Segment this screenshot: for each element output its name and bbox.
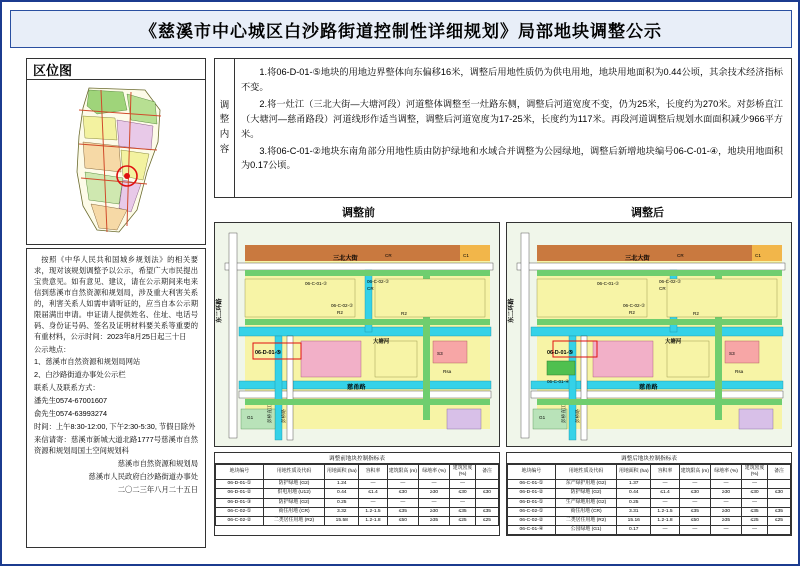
map-pair bbox=[214, 222, 792, 447]
th-0: 地块编号 bbox=[216, 465, 264, 480]
cell: ≤35 bbox=[742, 507, 768, 516]
cell: 商住用地 (CR) bbox=[263, 507, 325, 516]
label-road-vert2-a: 彭桥直江 bbox=[561, 404, 566, 423]
after-table bbox=[506, 452, 792, 536]
label-road-vert2: 彭桥直江 bbox=[267, 404, 272, 423]
cell: ≤1.4 bbox=[651, 489, 679, 498]
before-table-grid bbox=[215, 464, 499, 526]
cell: ≥30 bbox=[710, 489, 741, 498]
th-3: 容积率 bbox=[359, 465, 387, 480]
before-table bbox=[214, 452, 500, 536]
tag-r2-a: R2 bbox=[629, 310, 635, 315]
location-map-label: 区位图 bbox=[33, 62, 73, 78]
cell: ≤35 bbox=[767, 507, 790, 516]
cell: 06-C-01-④ bbox=[508, 525, 556, 534]
cell: — bbox=[651, 480, 679, 489]
cell: ≤30 bbox=[679, 489, 710, 498]
tag-s3-a: S3 bbox=[729, 351, 735, 356]
content-item-1: 1.将06-D-01-⑤地块的用地边界整体向东偏移16米，调整后用地性质仍为供电用地，地块用地面积为0.44公顷，其余技术经济指标不变。 bbox=[241, 67, 783, 92]
th-6: 建筑密度 (%) bbox=[742, 465, 768, 480]
block-label-5-a: 06-C-01-④ bbox=[547, 379, 570, 384]
table-row bbox=[216, 480, 499, 489]
cell: — bbox=[387, 498, 418, 507]
cell: 1.2-1.8 bbox=[359, 516, 387, 525]
tag-r2-b: R2 bbox=[401, 311, 407, 316]
cell: ≤30 bbox=[742, 489, 768, 498]
label-road-vert: 彭桥路 bbox=[281, 409, 286, 423]
label-road-bottom-a: 慈甬路 bbox=[639, 384, 658, 391]
tag-c1-a: C1 bbox=[755, 253, 761, 258]
label-road-mid: 大塘河 bbox=[373, 339, 390, 345]
cell: — bbox=[679, 498, 710, 507]
label-char-4: 容 bbox=[219, 143, 230, 155]
cell: — bbox=[710, 525, 741, 534]
cell: 1.2-1.5 bbox=[359, 507, 387, 516]
th-7: 备注 bbox=[475, 465, 498, 480]
cell: 06-C-02-① bbox=[508, 507, 556, 516]
block-label-1-a: 06-C-01-② bbox=[597, 281, 620, 286]
before-map-svg bbox=[215, 223, 499, 446]
cell: — bbox=[651, 498, 679, 507]
adjustment-content-block bbox=[214, 58, 792, 198]
cell: 15.58 bbox=[325, 516, 359, 525]
cell: 1.2-1.5 bbox=[651, 507, 679, 516]
cell: 供电用地 (U12) bbox=[263, 489, 325, 498]
th-5: 绿地率 (%) bbox=[418, 465, 449, 480]
cell: 二类居住用地 (R2) bbox=[263, 516, 325, 525]
after-table-grid bbox=[507, 464, 791, 535]
tag-cr-2-a: CR bbox=[659, 286, 666, 291]
th-3: 容积率 bbox=[651, 465, 679, 480]
location-map-header bbox=[26, 58, 206, 80]
block-label-3: 06-C-02-② bbox=[331, 303, 354, 308]
cell: 06-D-01-② bbox=[216, 489, 264, 498]
cell: — bbox=[742, 498, 768, 507]
table-row bbox=[216, 507, 499, 516]
cell: ≤50 bbox=[387, 516, 418, 525]
tag-rsa: Rsa bbox=[443, 369, 452, 374]
cell: 06-D-01-③ bbox=[216, 498, 264, 507]
cell: 0.25 bbox=[325, 498, 359, 507]
cell: ≤1.4 bbox=[359, 489, 387, 498]
cell: ≤25 bbox=[767, 516, 790, 525]
tag-s3: S3 bbox=[437, 351, 443, 356]
notice-location-label: 公示地点： bbox=[34, 344, 71, 354]
cell: — bbox=[679, 525, 710, 534]
table-row bbox=[216, 498, 499, 507]
before-map bbox=[214, 222, 500, 447]
cell: — bbox=[742, 525, 768, 534]
cell: 06-D-01-② bbox=[508, 489, 556, 498]
cell: ≤30 bbox=[767, 489, 790, 498]
tag-cr-a: CR bbox=[677, 253, 684, 258]
label-road-mid-a: 大塘河 bbox=[665, 339, 682, 345]
table-pair bbox=[214, 452, 792, 536]
cell: 1.37 bbox=[617, 480, 651, 489]
cell: ≥35 bbox=[418, 516, 449, 525]
cell: 商住用地 (CR) bbox=[555, 507, 617, 516]
cell: 06-D-01-① bbox=[508, 498, 556, 507]
cell: ≥30 bbox=[418, 507, 449, 516]
cell: ≤35 bbox=[450, 507, 476, 516]
cell: — bbox=[710, 480, 741, 489]
tag-r2: R2 bbox=[337, 310, 343, 315]
th-0: 地块编号 bbox=[508, 465, 556, 480]
cell: — bbox=[418, 498, 449, 507]
th-6: 建筑密度 (%) bbox=[450, 465, 476, 480]
tag-cr-2: CR bbox=[367, 286, 374, 291]
cell: ≤35 bbox=[475, 507, 498, 516]
tag-c1: C1 bbox=[463, 253, 469, 258]
cell bbox=[475, 480, 498, 489]
cell: 生产绿地用地 (G2) bbox=[555, 498, 617, 507]
cell: 防护绿地 (G2) bbox=[263, 498, 325, 507]
label-char-2: 整 bbox=[219, 114, 230, 126]
cell: 06-C-01-① bbox=[508, 480, 556, 489]
table-row bbox=[216, 516, 499, 525]
cell: 3.32 bbox=[325, 507, 359, 516]
notice-issuer-2: 慈溪市人民政府白沙路街道办事处 bbox=[88, 471, 198, 481]
after-map bbox=[506, 222, 792, 447]
before-map-title: 调整前 bbox=[342, 207, 375, 219]
cell: 0.25 bbox=[617, 498, 651, 507]
block-label-1: 06-C-01-② bbox=[305, 281, 328, 286]
notice-contact-label: 联系人及联系方式： bbox=[34, 383, 100, 393]
public-notice-text bbox=[26, 248, 206, 548]
notice-hours: 时间：上午8:30-12:00, 下午2:30-5:30, 节假日除外 bbox=[34, 422, 196, 432]
cell: 东产绿护用地 (G2) bbox=[555, 480, 617, 489]
cell bbox=[767, 525, 790, 534]
th-2: 用地面积 (ha) bbox=[617, 465, 651, 480]
cell: 06-C-02-② bbox=[216, 516, 264, 525]
cell: ≥30 bbox=[418, 489, 449, 498]
cell: ≤25 bbox=[742, 516, 768, 525]
cell bbox=[475, 498, 498, 507]
block-label-2-a: 06-C-02-② bbox=[659, 279, 682, 284]
cell: — bbox=[387, 480, 418, 489]
table-row bbox=[508, 516, 791, 525]
table-header-row bbox=[508, 465, 791, 480]
block-label-4: 06-D-01-⑤ bbox=[255, 350, 282, 356]
cell: ≥30 bbox=[710, 507, 741, 516]
th-1: 用地性质及代码 bbox=[555, 465, 617, 480]
notice-issuer-1: 慈溪市自然资源和规划局 bbox=[117, 458, 198, 468]
left-column bbox=[26, 58, 206, 245]
notice-paragraph-1: 按照《中华人民共和国城乡规划法》的相关要求，现对该规划调整予以公示，希望广大市民提出宝贵意见。如有意见、建议，请在公示期间来电来信到慈溪市自然资源和规划局，涉及重大利害关系的，利害关系人如需申请听证的，应当自本公示期限届满出申请。申证请人提供姓名、住址、电话号码、身份证号码、签名及证明材料要关系等重要的有重材料，公示时间：2023年8月25日起三十日 bbox=[34, 255, 198, 341]
cell: 1.24 bbox=[325, 480, 359, 489]
tag-r2-b-a: R2 bbox=[693, 311, 699, 316]
notice-contact-2: 俞先生0574-63993274 bbox=[34, 409, 108, 419]
table-header-row bbox=[216, 465, 499, 480]
map-headers bbox=[214, 204, 792, 220]
right-column bbox=[214, 58, 792, 536]
label-road-bottom: 慈甬路 bbox=[347, 384, 366, 391]
cell: 0.44 bbox=[617, 489, 651, 498]
block-label-2: 06-C-02-② bbox=[367, 279, 390, 284]
cell: — bbox=[651, 525, 679, 534]
content-item-3: 3.将06-C-01-②地块东南角部分用地性质由防护绿地和水域合并调整为公园绿地，调整后新增地块编号06-C-01-④，地块用地面积为0.17公顷。 bbox=[241, 145, 783, 171]
location-map bbox=[26, 80, 206, 245]
location-map-svg bbox=[27, 80, 205, 243]
th-4: 建筑限高 (m) bbox=[387, 465, 418, 480]
after-table-caption: 调整后地块控制指标表 bbox=[507, 453, 791, 464]
label-road-vert-a: 彭桥路 bbox=[575, 409, 580, 423]
cell: 防护绿地 (G2) bbox=[555, 489, 617, 498]
th-4: 建筑限高 (m) bbox=[679, 465, 710, 480]
notice-mail-address: 来信请寄：慈溪市新城大道北路1777号慈溪市自然资源和规划局国土空间规划科 bbox=[34, 435, 198, 455]
label-road-top: 三北大街 bbox=[333, 255, 358, 262]
th-5: 绿地率 (%) bbox=[710, 465, 741, 480]
cell: ≤30 bbox=[387, 489, 418, 498]
cell: 06-C-02-② bbox=[508, 516, 556, 525]
cell: ≤35 bbox=[387, 507, 418, 516]
notice-location-2: 2、白沙路街道办事处公示栏 bbox=[34, 370, 126, 380]
tag-g1: G1 bbox=[247, 415, 254, 420]
notice-location-1: 1、慈溪市自然资源和规划局网站 bbox=[34, 357, 141, 367]
table-row bbox=[508, 480, 791, 489]
cell: — bbox=[742, 480, 768, 489]
cell: 06-C-02-① bbox=[216, 507, 264, 516]
page-title-bar bbox=[10, 10, 792, 48]
notice-contact-1: 潘先生0574-67001607 bbox=[34, 396, 108, 406]
tag-cr: CR bbox=[385, 253, 392, 258]
cell: — bbox=[418, 480, 449, 489]
cell: 3.31 bbox=[617, 507, 651, 516]
tag-g1-a: G1 bbox=[539, 415, 546, 420]
label-road-left: 东二环路 bbox=[216, 298, 223, 323]
adjustment-content-text bbox=[235, 59, 791, 197]
after-map-title: 调整后 bbox=[631, 207, 664, 219]
cell: 二类居住用地 (R2) bbox=[555, 516, 617, 525]
cell: — bbox=[359, 498, 387, 507]
page-title: 《慈溪市中心城区白沙路街道控制性详细规划》局部地块调整公示 bbox=[140, 21, 662, 42]
cell: — bbox=[450, 480, 476, 489]
cell: — bbox=[679, 480, 710, 489]
table-row bbox=[508, 525, 791, 534]
cell: 1.2-1.8 bbox=[651, 516, 679, 525]
tag-rsa-a: Rsa bbox=[735, 369, 744, 374]
cell: ≤50 bbox=[679, 516, 710, 525]
notice-date: 二〇二三年八月二十五日 bbox=[117, 484, 198, 494]
cell bbox=[767, 498, 790, 507]
th-1: 用地性质及代码 bbox=[263, 465, 325, 480]
th-2: 用地面积 (ha) bbox=[325, 465, 359, 480]
cell: 15.16 bbox=[617, 516, 651, 525]
cell: 0.44 bbox=[325, 489, 359, 498]
content-item-2: 2.将一灶江（三北大街—大塘河段）河道整体调整至一灶路东侧，调整后河道宽度不变，仍为25米，长度约为270米。对彭桥直江（大塘河—慈甬路段）河道线形作适当调整，调整后河道宽度为17-25米，长度约为117米。再段河道调整后规划水面面积减少966平方米。 bbox=[241, 98, 783, 139]
label-char-3: 内 bbox=[219, 129, 230, 140]
cell: ≥35 bbox=[710, 516, 741, 525]
cell: ≤30 bbox=[475, 489, 498, 498]
table-row bbox=[508, 489, 791, 498]
block-label-3-a: 06-C-02-② bbox=[623, 303, 646, 308]
cell: ≤30 bbox=[450, 489, 476, 498]
table-row bbox=[508, 507, 791, 516]
label-road-top-a: 三北大街 bbox=[625, 255, 650, 262]
block-label-4-a: 06-D-01-⑤ bbox=[547, 350, 574, 356]
cell: — bbox=[450, 498, 476, 507]
cell: — bbox=[359, 480, 387, 489]
table-row bbox=[508, 498, 791, 507]
cell: 防护绿地 (G2) bbox=[263, 480, 325, 489]
label-char-1: 调 bbox=[219, 99, 230, 111]
cell: ≤35 bbox=[679, 507, 710, 516]
cell: ≤25 bbox=[475, 516, 498, 525]
cell bbox=[767, 480, 790, 489]
th-7: 备注 bbox=[767, 465, 790, 480]
label-road-left-a: 东二环路 bbox=[508, 298, 515, 323]
before-table-caption: 调整前地块控制指标表 bbox=[215, 453, 499, 464]
after-map-svg bbox=[507, 223, 791, 446]
cell: — bbox=[710, 498, 741, 507]
table-row bbox=[216, 489, 499, 498]
cell: 06-D-01-① bbox=[216, 480, 264, 489]
cell: 公园绿地 (G1) bbox=[555, 525, 617, 534]
cell: 0.17 bbox=[617, 525, 651, 534]
adjustment-content-label bbox=[215, 59, 235, 197]
cell: ≤25 bbox=[450, 516, 476, 525]
